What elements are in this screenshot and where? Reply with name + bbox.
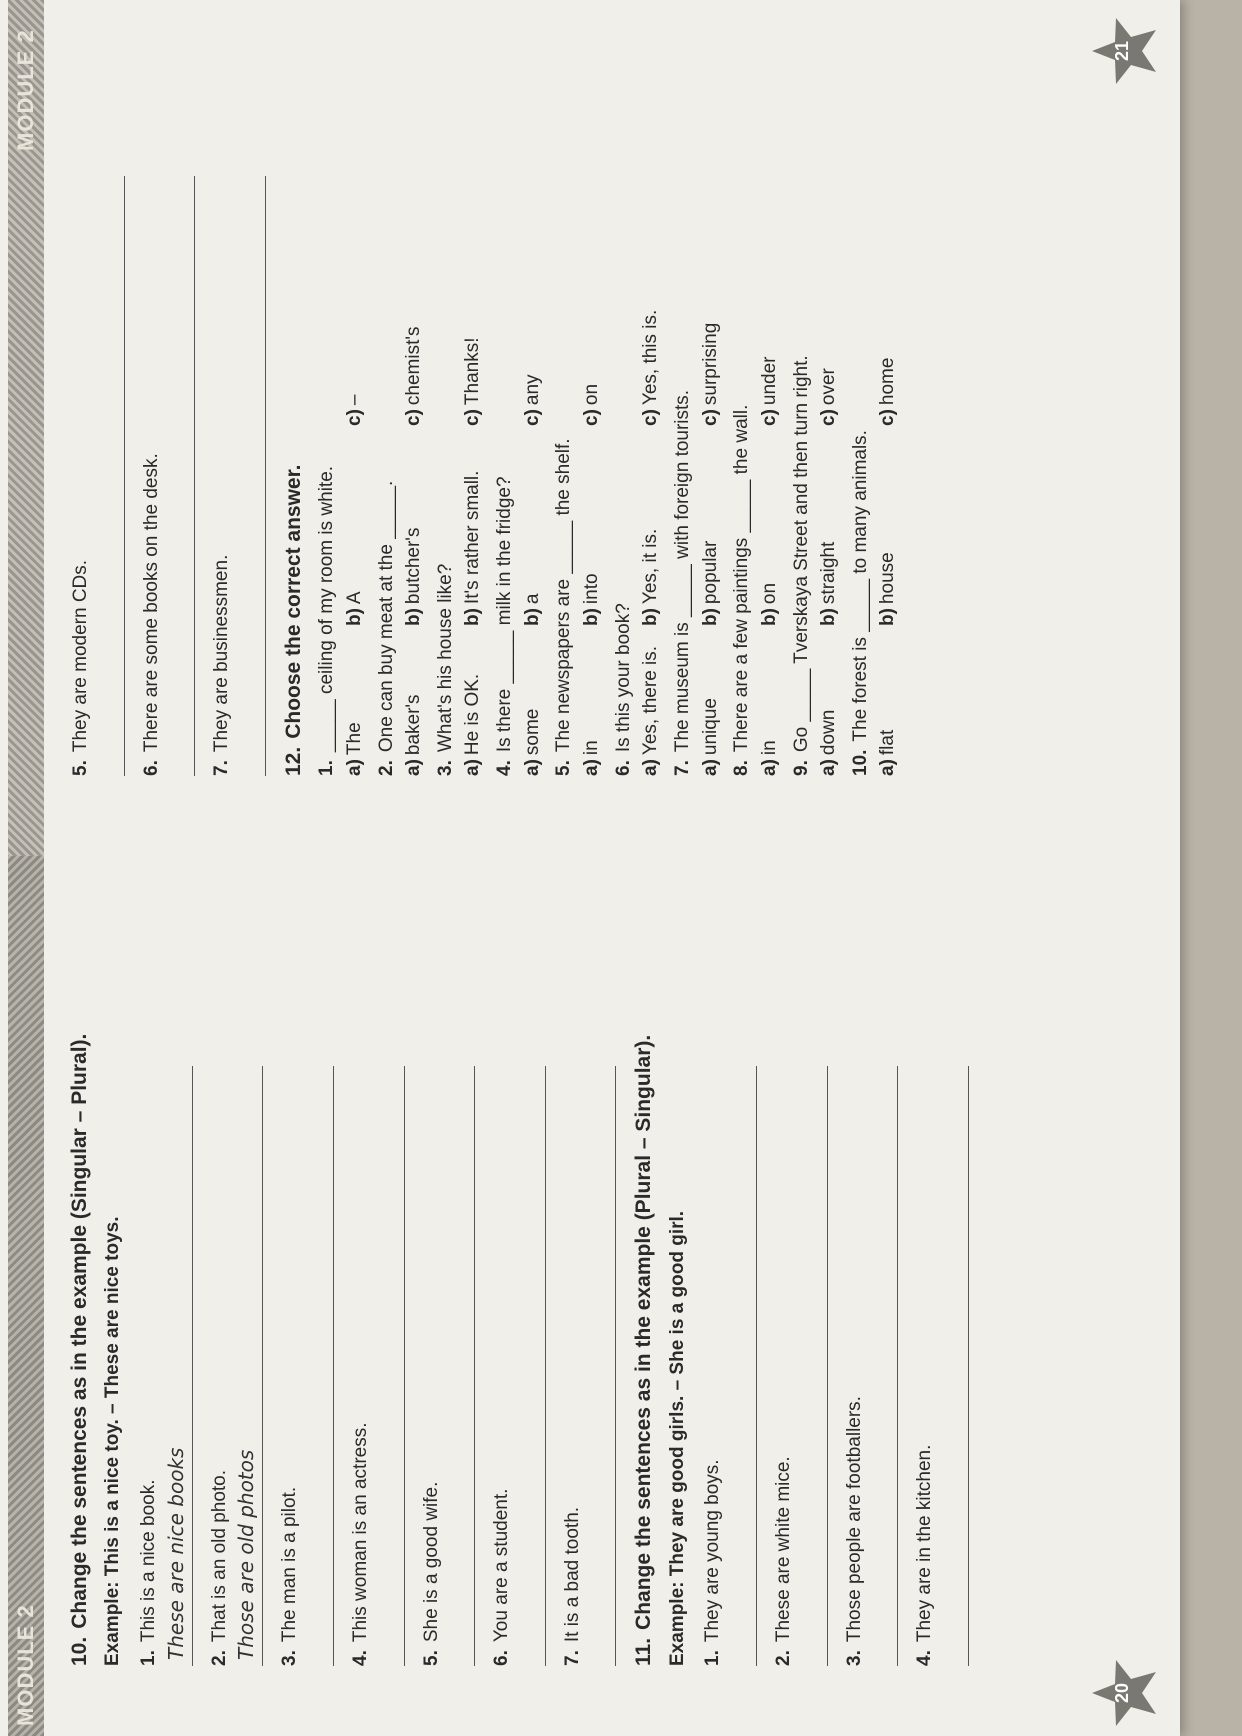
- option-text: unique: [699, 698, 721, 756]
- option-c[interactable]: [579, 226, 605, 426]
- list-item: [771, 846, 797, 1666]
- option-b[interactable]: [401, 426, 427, 626]
- option-text: a: [521, 593, 543, 605]
- question-number: 2.: [375, 760, 397, 776]
- option-c[interactable]: [757, 226, 783, 426]
- option-text: on: [758, 582, 780, 605]
- exercise-10-answer-line[interactable]: [374, 1066, 405, 1666]
- option-c[interactable]: [520, 226, 546, 426]
- question: [729, 16, 755, 776]
- item-text: They are businessmen.: [211, 554, 233, 753]
- module-label-left: MODULE 2: [13, 1604, 38, 1726]
- answer-options: [875, 16, 901, 776]
- option-text: over: [818, 368, 840, 406]
- exercise-10-answer-line[interactable]: [444, 1066, 475, 1666]
- question: [848, 16, 874, 776]
- item-text: Those people are footballers.: [843, 1396, 865, 1643]
- option-c[interactable]: [875, 226, 901, 426]
- item-text: It is a bad tooth.: [561, 1506, 583, 1643]
- left-column: [66, 846, 983, 1666]
- option-c[interactable]: [698, 226, 724, 426]
- page-number-star-right: [1090, 16, 1160, 86]
- option-a[interactable]: [342, 626, 368, 776]
- exercise-10-answer-line[interactable]: [162, 1066, 193, 1666]
- question: [611, 16, 637, 776]
- option-text: baker's: [403, 694, 425, 756]
- option-letter: c): [699, 409, 721, 426]
- option-letter: a): [818, 759, 840, 776]
- option-letter: a): [581, 759, 603, 776]
- option-letter: b): [521, 608, 543, 626]
- item-text: There are some books on the desk.: [140, 453, 162, 753]
- exercise-12-title: 12.Choose the correct answer.: [281, 464, 305, 776]
- exercise-11-answer-line[interactable]: [164, 176, 195, 776]
- answer-options: [816, 16, 842, 776]
- option-text: in: [581, 740, 603, 756]
- option-text: –: [343, 394, 365, 406]
- question-number: 3.: [434, 760, 456, 776]
- item-number: 6.: [491, 1650, 513, 1666]
- list-item: [136, 846, 162, 1666]
- question: [374, 16, 400, 776]
- option-a[interactable]: [520, 626, 546, 776]
- question: [670, 16, 696, 776]
- option-a[interactable]: [638, 626, 664, 776]
- option-letter: c): [343, 409, 365, 426]
- exercise-12-list: [314, 16, 901, 776]
- question: [433, 16, 459, 776]
- answer-options: [520, 16, 546, 776]
- question: [314, 16, 340, 776]
- option-a[interactable]: [757, 626, 783, 776]
- option-letter: a): [699, 759, 721, 776]
- exercise-10-answer-line[interactable]: [515, 1066, 546, 1666]
- list-item: [348, 846, 374, 1666]
- exercise-10-example: Example: This is a nice toy. – These are nice toys.: [102, 1216, 124, 1666]
- option-c[interactable]: [816, 226, 842, 426]
- option-text: Yes, this is.: [640, 309, 662, 406]
- option-text: Yes, there is.: [640, 645, 662, 756]
- option-text: A: [343, 591, 365, 605]
- item-text: That is an old photo.: [208, 1469, 230, 1643]
- item-number: 1.: [137, 1650, 159, 1666]
- exercise-11-answer-line[interactable]: [867, 1066, 898, 1666]
- option-letter: c): [403, 409, 425, 426]
- option-letter: c): [581, 409, 603, 426]
- option-a[interactable]: [698, 626, 724, 776]
- option-text: butcher's: [403, 527, 425, 605]
- item-text: These are white mice.: [773, 1456, 795, 1643]
- item-text: You are a student.: [491, 1488, 513, 1643]
- option-b[interactable]: [579, 426, 605, 626]
- option-letter: c): [877, 409, 899, 426]
- option-letter: b): [581, 608, 603, 626]
- option-text: surprising: [699, 322, 721, 406]
- option-b[interactable]: [698, 426, 724, 626]
- option-b[interactable]: [816, 426, 842, 626]
- question-number: 8.: [731, 760, 753, 776]
- option-text: The: [343, 722, 365, 756]
- item-text: The man is a pilot.: [279, 1486, 301, 1643]
- question-text: _____ ceiling of my room is white.: [316, 465, 338, 753]
- item-text: She is a good wife.: [420, 1481, 442, 1643]
- option-text: Yes, it is.: [640, 528, 662, 605]
- option-text: on: [581, 383, 603, 406]
- item-text: They are modern CDs.: [70, 559, 91, 753]
- option-b[interactable]: [757, 426, 783, 626]
- option-letter: c): [640, 409, 662, 426]
- option-b[interactable]: [342, 426, 368, 626]
- page-number-left: 20: [1112, 1682, 1132, 1704]
- option-text: under: [758, 356, 780, 406]
- question-text: One can buy meat at the _____.: [375, 480, 397, 753]
- item-text: This woman is an actress.: [349, 1422, 371, 1643]
- list-item: [560, 846, 586, 1666]
- question-number: 10.: [849, 749, 871, 776]
- exercise-11-title: 11.Change the sentences as in the example (Plural – Singular).: [632, 1034, 656, 1666]
- item-text: They are in the kitchen.: [914, 1444, 936, 1643]
- option-letter: a): [521, 759, 543, 776]
- option-a[interactable]: [579, 626, 605, 776]
- answer-options: [579, 16, 605, 776]
- question-text: Go _____ Tverskaya Street and then turn right.: [790, 355, 812, 753]
- option-a[interactable]: [816, 626, 842, 776]
- option-text: some: [521, 708, 543, 756]
- option-letter: b): [877, 608, 899, 626]
- question-text: The museum is _____ with foreign tourists.: [671, 389, 693, 753]
- question-text: Is this your book?: [612, 603, 634, 753]
- exercise-10-answer-line[interactable]: [232, 1066, 263, 1666]
- exercise-11-example: Example: They are good girls. – She is a good girl.: [666, 1210, 688, 1666]
- item-number: 4.: [349, 1650, 371, 1666]
- option-letter: b): [699, 608, 721, 626]
- right-column: [66, 16, 905, 776]
- option-c[interactable]: [638, 226, 664, 426]
- exercise-11-answer-line[interactable]: [938, 1066, 969, 1666]
- option-text: any: [521, 374, 543, 406]
- item-number: 1.: [702, 1650, 724, 1666]
- item-number: 3.: [279, 1650, 301, 1666]
- option-b[interactable]: [460, 426, 486, 626]
- option-text: popular: [699, 540, 721, 605]
- question-number: 1.: [316, 760, 338, 776]
- question-text: The forest is _____ to many animals.: [849, 430, 871, 742]
- item-number: 2.: [773, 1650, 795, 1666]
- item-number: 7.: [211, 760, 233, 776]
- item-number: 7.: [561, 1650, 583, 1666]
- option-letter: b): [640, 608, 662, 626]
- option-letter: a): [403, 759, 425, 776]
- option-c[interactable]: [401, 226, 427, 426]
- exercise-10-list: [136, 846, 616, 1666]
- option-c[interactable]: [460, 226, 486, 426]
- option-letter: c): [521, 409, 543, 426]
- list-item: [277, 846, 303, 1666]
- option-text: into: [581, 573, 603, 605]
- item-number: 5.: [420, 1650, 442, 1666]
- option-a[interactable]: [875, 626, 901, 776]
- answer-options: [342, 16, 368, 776]
- question-text: What's his house like?: [434, 563, 456, 753]
- list-item: [139, 16, 165, 776]
- option-c[interactable]: [342, 226, 368, 426]
- item-number: 3.: [843, 1650, 865, 1666]
- exercise-11-list: [700, 846, 969, 1666]
- answer-options: [638, 16, 664, 776]
- answer-options: [698, 16, 724, 776]
- list-item: [489, 846, 515, 1666]
- option-letter: a): [462, 759, 484, 776]
- option-text: in: [758, 740, 780, 756]
- option-letter: a): [640, 759, 662, 776]
- option-text: home: [877, 357, 899, 406]
- question-number: 7.: [671, 760, 693, 776]
- module-label-right: MODULE 2: [13, 29, 38, 151]
- list-item: [68, 16, 94, 776]
- option-text: down: [818, 709, 840, 756]
- option-letter: b): [758, 608, 780, 626]
- list-item: [209, 16, 235, 776]
- option-letter: a): [758, 759, 780, 776]
- option-text: Thanks!: [462, 337, 484, 406]
- handwritten-answer: Those are old photos: [234, 1449, 259, 1660]
- option-b[interactable]: [638, 426, 664, 626]
- item-text: This is a nice book.: [137, 1479, 159, 1643]
- answer-options: [757, 16, 783, 776]
- option-text: He is OK.: [462, 673, 484, 756]
- item-number: 6.: [140, 760, 162, 776]
- option-text: straight: [818, 541, 840, 605]
- option-letter: b): [818, 608, 840, 626]
- answer-options: [460, 16, 486, 776]
- exercise-11-continued-list: [68, 16, 266, 776]
- option-b[interactable]: [520, 426, 546, 626]
- page-number-star-left: [1090, 1658, 1160, 1728]
- option-letter: c): [758, 409, 780, 426]
- option-text: house: [877, 552, 899, 605]
- list-item: [700, 846, 726, 1666]
- option-letter: a): [877, 759, 899, 776]
- option-letter: a): [343, 759, 365, 776]
- item-number: 2.: [208, 1650, 230, 1666]
- exercise-10-title: 10.Change the sentences as in the example (Singular – Plural).: [68, 1033, 91, 1666]
- question-text: There are a few paintings _____ the wall.: [731, 404, 753, 753]
- list-item: [912, 846, 938, 1666]
- option-b[interactable]: [875, 426, 901, 626]
- exercise-11-answer-line[interactable]: [797, 1066, 828, 1666]
- exercise-10-answer-line[interactable]: [585, 1066, 616, 1666]
- question: [492, 16, 518, 776]
- option-a[interactable]: [401, 626, 427, 776]
- item-number: 5.: [70, 760, 91, 776]
- handwritten-answer: These are nice books: [163, 1447, 188, 1660]
- option-letter: b): [403, 608, 425, 626]
- option-letter: b): [343, 608, 365, 626]
- answer-options: [401, 16, 427, 776]
- item-number: 4.: [914, 1650, 936, 1666]
- option-text: chemist's: [403, 326, 425, 406]
- question-number: 9.: [790, 760, 812, 776]
- exercise-11-answer-line[interactable]: [235, 176, 266, 776]
- item-text: They are young boys.: [702, 1459, 724, 1643]
- question-text: Is there _____ milk in the fridge?: [494, 476, 516, 753]
- option-text: It's rather small.: [462, 470, 484, 605]
- option-letter: c): [462, 409, 484, 426]
- question-number: 6.: [612, 760, 634, 776]
- list-item: [207, 846, 233, 1666]
- exercise-11-answer-line[interactable]: [94, 176, 125, 776]
- question-number: 5.: [553, 760, 575, 776]
- option-letter: b): [462, 608, 484, 626]
- option-a[interactable]: [460, 626, 486, 776]
- exercise-10-answer-line[interactable]: [303, 1066, 334, 1666]
- question: [551, 16, 577, 776]
- option-letter: c): [818, 409, 840, 426]
- question-text: The newspapers are _____ the shelf.: [553, 438, 575, 753]
- question-number: 4.: [494, 760, 516, 776]
- exercise-11-answer-line[interactable]: [726, 1066, 757, 1666]
- page-number-right: 21: [1112, 40, 1132, 62]
- question: [789, 16, 815, 776]
- list-item: [842, 846, 868, 1666]
- option-text: flat: [877, 729, 899, 756]
- list-item: [419, 846, 445, 1666]
